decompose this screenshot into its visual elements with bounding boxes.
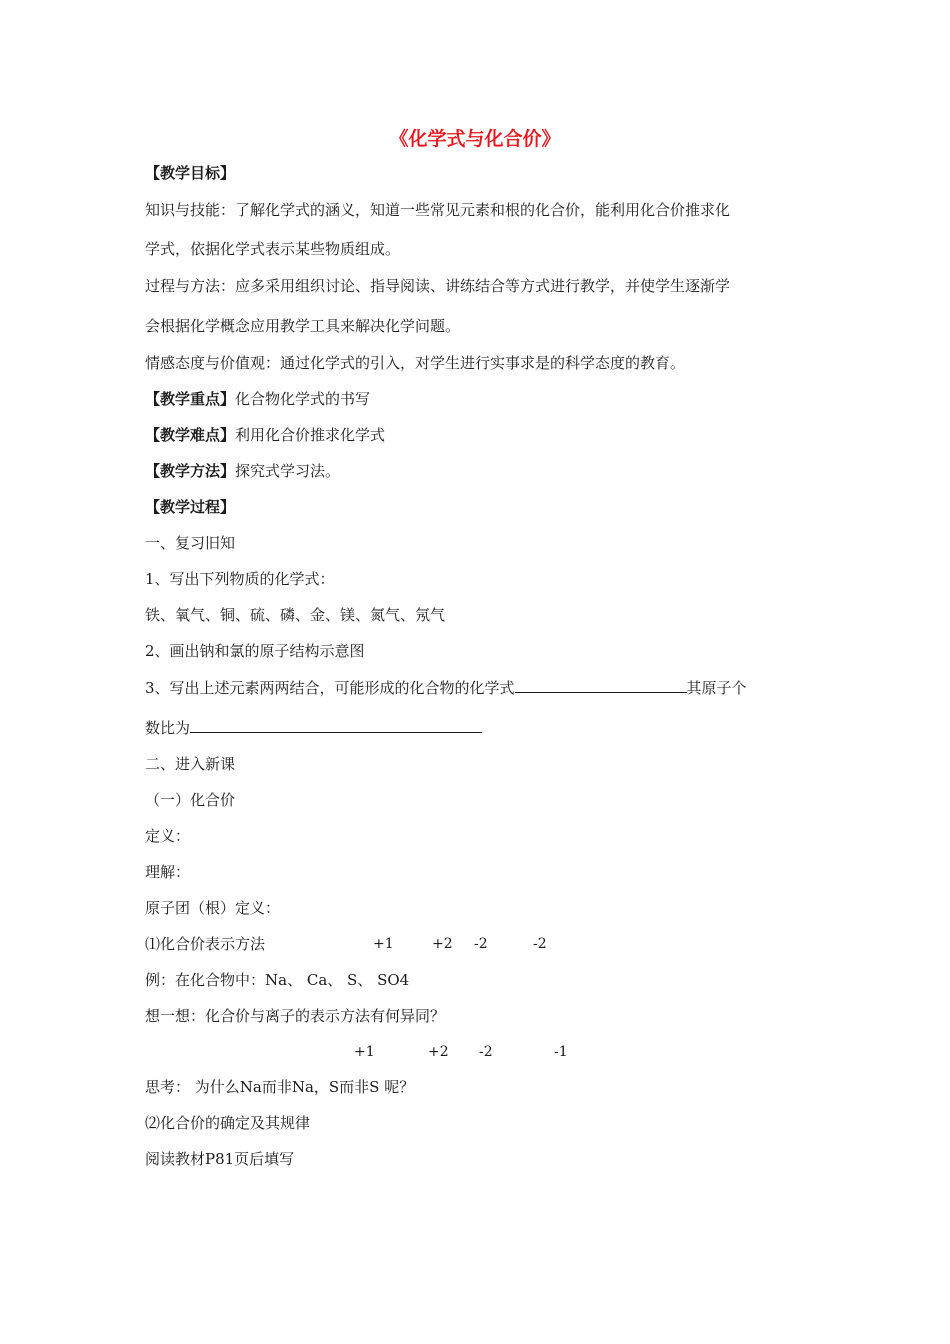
reading-instruction: 阅读教材P81页后填写 bbox=[145, 1150, 295, 1168]
question-3-ratio bbox=[145, 717, 482, 738]
question-3-tail: 其原子个 bbox=[686, 679, 747, 697]
ion-charge-value: -1 bbox=[554, 1044, 568, 1060]
review-heading: 一、复习旧知 bbox=[145, 534, 236, 552]
document-title: 《化学式与化合价》 bbox=[389, 128, 561, 150]
difficulty bbox=[145, 425, 385, 445]
key-point-label: 【教学重点】 bbox=[145, 390, 236, 408]
understanding-label: 理解： bbox=[145, 863, 191, 881]
valence-rules-heading: ⑵化合价的确定及其规律 bbox=[145, 1114, 311, 1132]
ion-charge-value: +2 bbox=[428, 1044, 449, 1060]
valence-value: -2 bbox=[533, 936, 547, 952]
consider-question: 思考： 为什么Na而非Na，S而非S 呢？ bbox=[145, 1078, 415, 1096]
objective-process-line1: 过程与方法：应多采用组织讨论、指导阅读、讲练结合等方式进行教学，并使学生逐渐学 bbox=[145, 277, 731, 295]
definition-label: 定义： bbox=[145, 827, 191, 845]
question-2: 2、画出钠和氯的原子结构示意图 bbox=[145, 642, 365, 660]
question-1: 1、写出下列物质的化学式： bbox=[145, 570, 335, 588]
valence-value: -2 bbox=[474, 936, 488, 952]
new-lesson-heading: 二、进入新课 bbox=[145, 755, 236, 773]
method bbox=[145, 461, 340, 481]
answer-blank-formula bbox=[515, 677, 687, 693]
difficulty-text: 利用化合价推求化学式 bbox=[235, 426, 386, 444]
objective-process-line2: 会根据化学概念应用教学工具来解决化学问题。 bbox=[145, 317, 461, 335]
process-heading: 【教学过程】 bbox=[145, 498, 236, 516]
question-3-text: 3、写出上述元素两两结合，可能形成的化合物的化学式 bbox=[145, 679, 515, 697]
key-point bbox=[145, 389, 370, 409]
key-point-text: 化合物化学式的书写 bbox=[235, 390, 371, 408]
answer-blank-ratio bbox=[190, 717, 482, 733]
method-label: 【教学方法】 bbox=[145, 462, 236, 480]
question-3 bbox=[145, 677, 747, 698]
objective-emotion: 情感态度与价值观：通过化学式的引入，对学生进行实事求是的科学态度的教育。 bbox=[145, 354, 686, 372]
example-compounds: 例：在化合物中：Na、 Ca、 S、 SO4 bbox=[145, 971, 410, 989]
method-text: 探究式学习法。 bbox=[235, 462, 341, 480]
think-question: 想一想：化合价与离子的表示方法有何异同？ bbox=[145, 1007, 446, 1025]
valence-value: +1 bbox=[373, 936, 394, 952]
subsection-valence: （一）化合价 bbox=[145, 791, 236, 809]
substances-list: 铁、氧气、铜、硫、磷、金、镁、氮气、氖气 bbox=[145, 606, 446, 624]
objectives-heading: 【教学目标】 bbox=[145, 164, 236, 182]
difficulty-label: 【教学难点】 bbox=[145, 426, 236, 444]
valence-representation: ⑴化合价表示方法 bbox=[145, 935, 266, 953]
valence-value: +2 bbox=[432, 936, 453, 952]
ion-charge-value: -2 bbox=[479, 1044, 493, 1060]
objective-knowledge-line1: 知识与技能：了解化学式的涵义，知道一些常见元素和根的化合价，能利用化合价推求化 bbox=[145, 201, 731, 219]
ion-charge-value: +1 bbox=[354, 1044, 375, 1060]
ratio-label: 数比为 bbox=[145, 719, 191, 737]
radical-definition: 原子团（根）定义： bbox=[145, 899, 281, 917]
objective-knowledge-line2: 学式，依据化学式表示某些物质组成。 bbox=[145, 240, 401, 258]
